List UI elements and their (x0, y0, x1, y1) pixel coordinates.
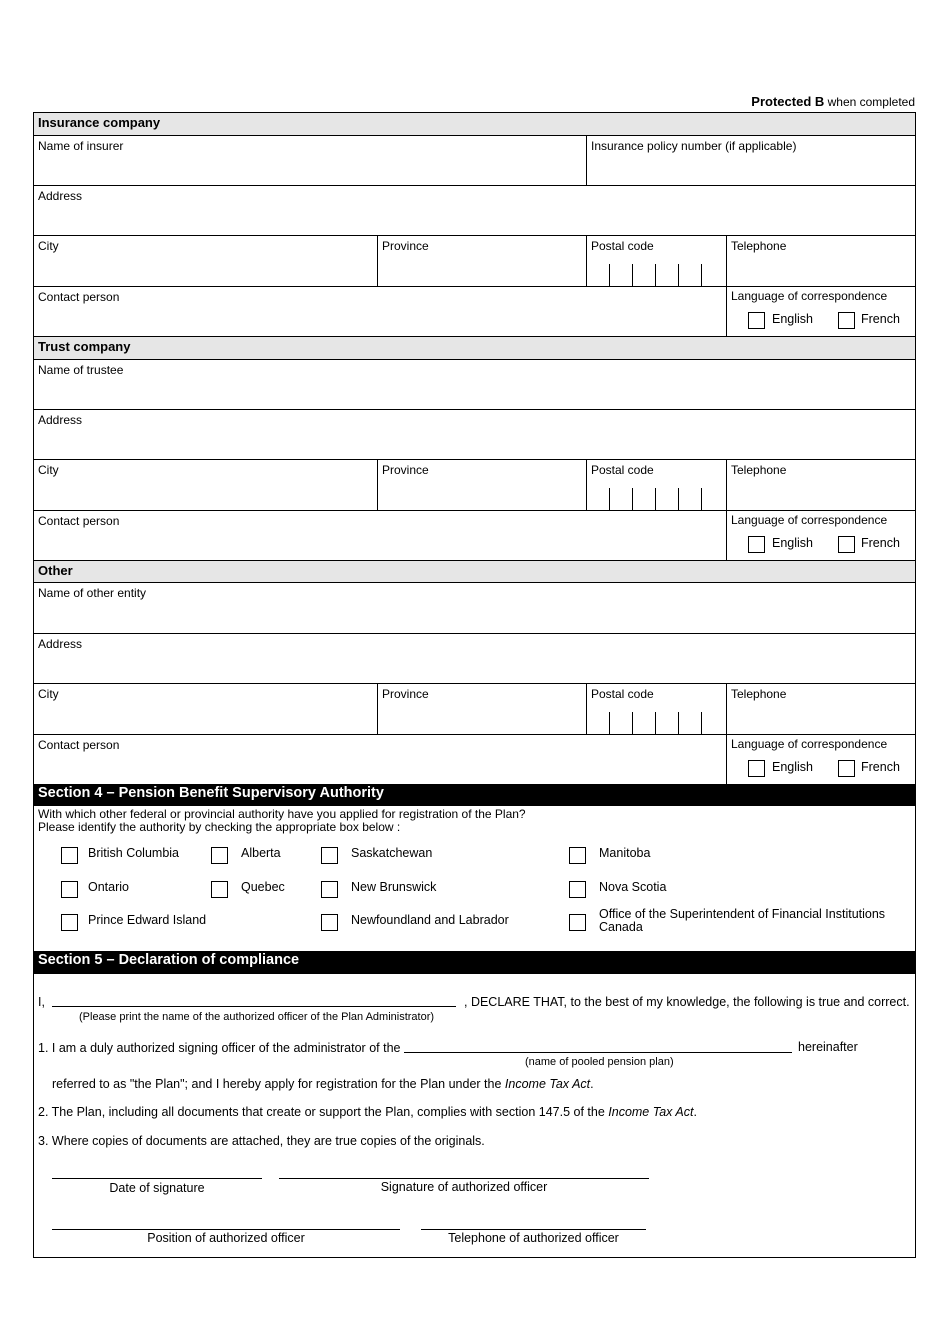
declaration-text: , DECLARE THAT, to the best of my knowledge, the following is true and correct. (464, 995, 910, 1009)
trustee-name-field[interactable]: Name of trustee (34, 360, 915, 410)
declaration-item-2: 2. The Plan, including all documents that create or support the Plan, complies with section 147.5 of the Income Tax Act. (38, 1105, 697, 1119)
protected-b-notice: Protected B when completed (751, 94, 915, 109)
trustee-contact-field[interactable]: Contact person (38, 514, 120, 528)
insurer-city-field[interactable]: City (38, 239, 59, 253)
label-alberta: Alberta (241, 846, 281, 860)
english-label: English (772, 312, 813, 326)
position-officer-label: Position of authorized officer (147, 1231, 305, 1245)
label-british-columbia: British Columbia (88, 846, 180, 860)
other-language-group: Language of correspondence English French (726, 735, 915, 784)
insurance-policy-field[interactable]: Insurance policy number (if applicable) (586, 136, 915, 185)
checkbox-alberta[interactable] (211, 847, 228, 864)
other-contact-field[interactable]: Contact person (38, 738, 120, 752)
insurer-postal-code-field[interactable]: Postal code (586, 236, 726, 286)
hereinafter-text: hereinafter (798, 1040, 858, 1054)
telephone-officer-label: Telephone of authorized officer (448, 1231, 619, 1245)
english-label: English (772, 536, 813, 550)
declaration-item-1: 1. I am a duly authorized signing officer of the administrator of the (38, 1041, 401, 1055)
plan-name-hint: (name of pooled pension plan) (525, 1056, 674, 1068)
section-4-header: Section 4 – Pension Benefit Supervisory Authority (34, 784, 915, 806)
checkbox-british-columbia[interactable] (61, 847, 78, 864)
other-french-checkbox[interactable] (838, 760, 855, 777)
declaration-item-3: 3. Where copies of documents are attached, they are true copies of the originals. (38, 1134, 485, 1148)
declaration-item-1-continued: referred to as "the Plan"; and I hereby apply for registration for the Plan under the Income Tax Act. (52, 1077, 594, 1091)
trustee-language-group: Language of correspondence English French (726, 511, 915, 560)
checkbox-osfi[interactable] (569, 914, 586, 931)
trust-company-header: Trust company (34, 337, 915, 360)
trustee-contact-row (34, 511, 915, 561)
insurer-row (34, 136, 915, 186)
section-4-question: With which other federal or provincial authority have you applied for registration of the Plan? (38, 807, 526, 821)
other-telephone-field[interactable]: Telephone (726, 684, 915, 734)
label-saskatchewan: Saskatchewan (351, 846, 433, 860)
date-signature-label: Date of signature (109, 1181, 205, 1195)
other-province-field[interactable]: Province (377, 684, 586, 734)
checkbox-saskatchewan[interactable] (321, 847, 338, 864)
label-nova-scotia: Nova Scotia (599, 880, 667, 894)
section-4-instruction: Please identify the authority by checking the appropriate box below : (38, 820, 401, 834)
other-english-checkbox[interactable] (748, 760, 765, 777)
english-label: English (772, 760, 813, 774)
form-frame (33, 112, 916, 1258)
french-label: French (861, 760, 900, 774)
checkbox-new-brunswick[interactable] (321, 881, 338, 898)
telephone-officer-line[interactable] (421, 1229, 646, 1230)
other-address-field[interactable]: Address (34, 634, 915, 684)
checkbox-quebec[interactable] (211, 881, 228, 898)
other-contact-row (34, 735, 915, 784)
other-city-field[interactable]: City (38, 687, 59, 701)
label-manitoba: Manitoba (599, 846, 651, 860)
officer-name-line[interactable] (52, 1006, 456, 1007)
label-osfi: Office of the Superintendent of Financial Institutions Canada (599, 907, 886, 934)
trustee-city-row (34, 460, 915, 511)
french-label: French (861, 312, 900, 326)
label-newfoundland-labrador: Newfoundland and Labrador (351, 913, 509, 927)
insurer-french-checkbox[interactable] (838, 312, 855, 329)
trustee-province-field[interactable]: Province (377, 460, 586, 510)
date-signature-line[interactable] (52, 1178, 262, 1179)
label-new-brunswick: New Brunswick (351, 880, 437, 894)
checkbox-ontario[interactable] (61, 881, 78, 898)
insurer-city-row (34, 236, 915, 287)
trustee-english-checkbox[interactable] (748, 536, 765, 553)
other-postal-code-field[interactable]: Postal code (586, 684, 726, 734)
section-5-body (34, 974, 915, 1258)
trustee-french-checkbox[interactable] (838, 536, 855, 553)
checkbox-manitoba[interactable] (569, 847, 586, 864)
insurer-contact-field[interactable]: Contact person (38, 290, 120, 304)
section-5-header: Section 5 – Declaration of compliance (34, 951, 915, 974)
insurer-english-checkbox[interactable] (748, 312, 765, 329)
checkbox-newfoundland-labrador[interactable] (321, 914, 338, 931)
plan-name-line[interactable] (404, 1052, 792, 1053)
insurer-province-field[interactable]: Province (377, 236, 586, 286)
checkbox-prince-edward-island[interactable] (61, 914, 78, 931)
insurer-language-group: Language of correspondence English French (726, 287, 915, 336)
label-quebec: Quebec (241, 880, 285, 894)
french-label: French (861, 536, 900, 550)
insurance-company-header: Insurance company (34, 113, 915, 136)
declaration-i: I, (38, 995, 45, 1009)
other-header: Other (34, 561, 915, 583)
signature-line[interactable] (279, 1178, 649, 1179)
position-officer-line[interactable] (52, 1229, 400, 1230)
label-prince-edward-island: Prince Edward Island (88, 913, 207, 927)
trustee-telephone-field[interactable]: Telephone (726, 460, 915, 510)
officer-name-hint: (Please print the name of the authorized officer of the Plan Administrator) (79, 1011, 435, 1023)
section-4-body (34, 806, 915, 951)
insurer-name-field[interactable]: Name of insurer (38, 139, 124, 153)
other-entity-name-field[interactable]: Name of other entity (34, 583, 915, 634)
insurer-telephone-field[interactable]: Telephone (726, 236, 915, 286)
trustee-postal-code-field[interactable]: Postal code (586, 460, 726, 510)
insurer-address-field[interactable]: Address (34, 186, 915, 236)
label-ontario: Ontario (88, 880, 129, 894)
trustee-city-field[interactable]: City (38, 463, 59, 477)
signature-label: Signature of authorized officer (380, 1180, 548, 1194)
other-city-row (34, 684, 915, 735)
insurer-contact-row (34, 287, 915, 337)
checkbox-nova-scotia[interactable] (569, 881, 586, 898)
trustee-address-field[interactable]: Address (34, 410, 915, 460)
